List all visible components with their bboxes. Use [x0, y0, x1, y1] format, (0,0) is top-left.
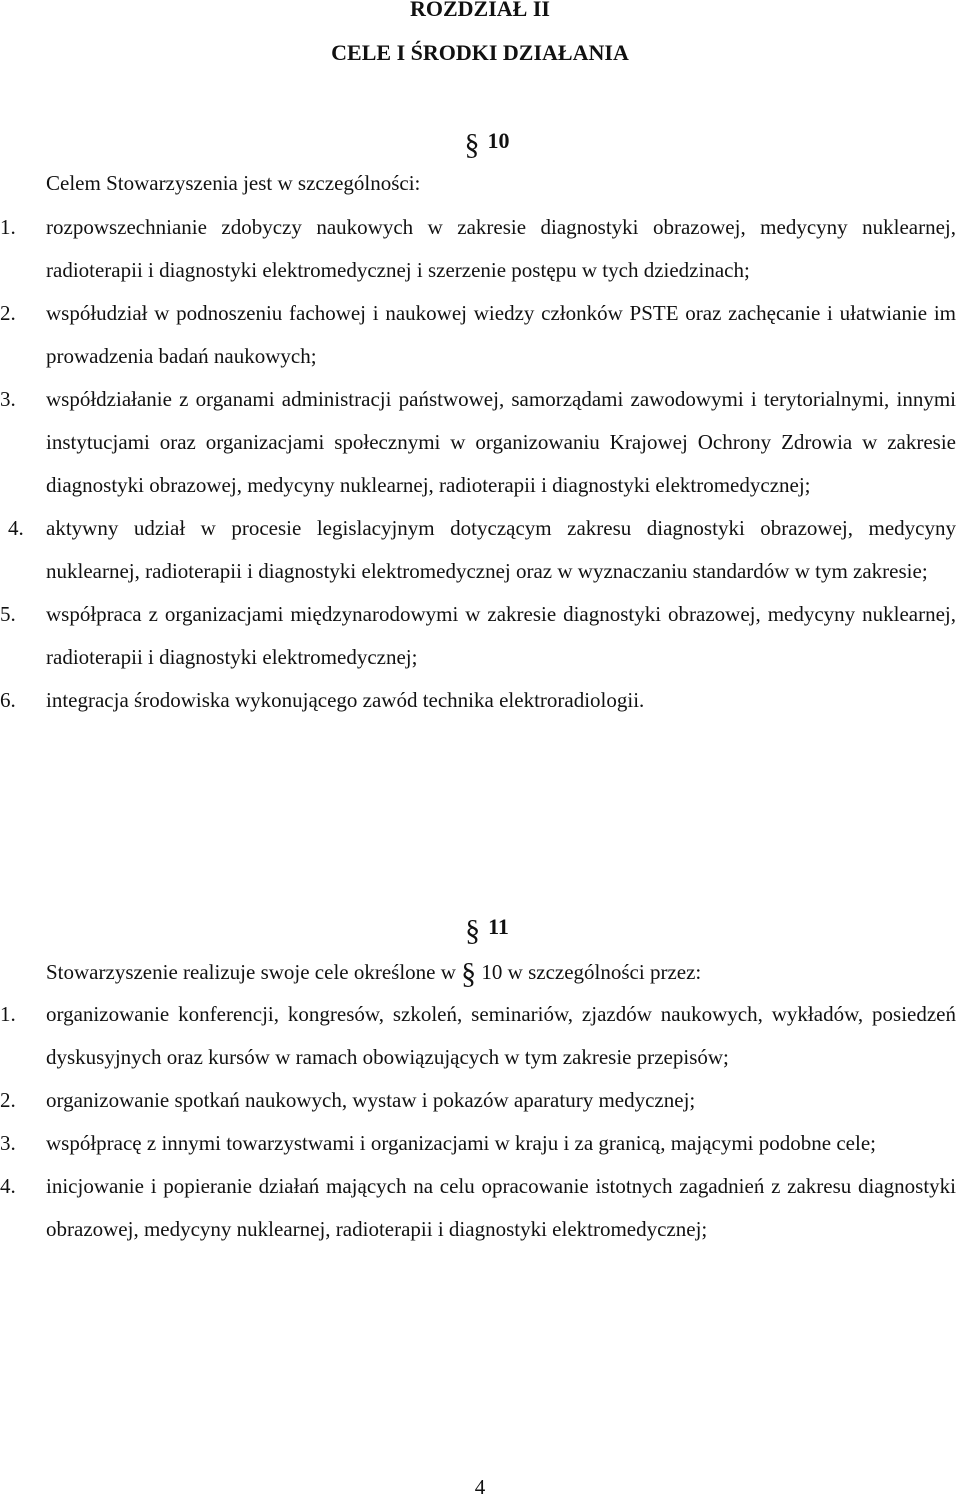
item-text: aktywny udział w procesie legislacyjnym dotyczącym zakresu diagnostyki obrazowej, medycyny nuklearnej, radioterapii i diagnostyki elektromedycznej oraz w wyznaczaniu standardów w tym zakresie;: [46, 516, 956, 583]
item-number: 3.: [0, 387, 16, 411]
list-item: [0, 507, 960, 593]
item-text: integracja środowiska wykonującego zawód technika elektroradiologii.: [46, 688, 645, 712]
intro-section-sign: §: [461, 957, 477, 990]
item-text: rozpowszechnianie zdobyczy naukowych w zakresie diagnostyki obrazowej, medycyny nuklearnej, radioterapii i diagnostyki elektromedycznej i szerzenie postępu w tych dziedzinach;: [46, 215, 956, 282]
section-number: 10: [487, 128, 510, 153]
section-intro-11: [46, 955, 702, 990]
item-text: organizowanie spotkań naukowych, wystaw i pokazów aparatury medycznej;: [46, 1088, 696, 1112]
means-list: [0, 993, 960, 1251]
item-number: 1.: [0, 215, 16, 239]
chapter-title: CELE I ŚRODKI DZIAŁANIA: [331, 40, 629, 65]
section-heading-11: [0, 910, 960, 947]
item-number: 4.: [8, 516, 24, 540]
item-number: 2.: [0, 1088, 16, 1112]
list-item: [0, 593, 960, 679]
item-number: 1.: [0, 1002, 16, 1026]
item-number: 6.: [0, 688, 16, 712]
section-sign: §: [464, 128, 480, 161]
intro-text-after: 10 w szczególności przez:: [476, 960, 702, 984]
list-item: [0, 378, 960, 507]
list-item: [0, 679, 960, 722]
list-item: [0, 993, 960, 1079]
page-number: 4: [474, 1475, 486, 1499]
section-number: 11: [488, 914, 509, 939]
goals-list: [0, 206, 960, 722]
list-item: [0, 206, 960, 292]
section-intro-10: Celem Stowarzyszenia jest w szczególności:: [46, 171, 421, 195]
item-text: współpracę z innymi towarzystwami i organizacjami w kraju i za granicą, mającymi podobne cele;: [46, 1131, 876, 1155]
section-heading-10: [0, 124, 960, 161]
item-text: współpraca z organizacjami międzynarodowymi w zakresie diagnostyki obrazowej, medycyny nuklearnej, radioterapii i diagnostyki elektromedycznej;: [46, 602, 956, 669]
list-item: [0, 1122, 960, 1165]
item-number: 3.: [0, 1131, 16, 1155]
item-number: 2.: [0, 301, 16, 325]
item-text: współdziałanie z organami administracji państwowej, samorządami zawodowymi i terytorialnymi, innymi instytucjami oraz organizacjami społecznymi w organizowaniu Krajowej Ochrony Zdrowia w zakresie diagnostyki obrazowej, medycyny nuklearnej, radioterapii i diagnostyki elektromedycznej;: [46, 387, 956, 497]
intro-text-before: Stowarzyszenie realizuje swoje cele określone w: [46, 960, 462, 984]
list-item: [0, 1165, 960, 1251]
chapter-number: ROZDZIAŁ II: [410, 0, 550, 21]
item-number: 5.: [0, 602, 16, 626]
item-text: współudział w podnoszeniu fachowej i naukowej wiedzy członków PSTE oraz zachęcanie i ułatwianie im prowadzenia badań naukowych;: [46, 301, 956, 368]
item-text: organizowanie konferencji, kongresów, szkoleń, seminariów, zjazdów naukowych, wykładów, posiedzeń dyskusyjnych oraz kursów w ramach obowiązujących w tym zakresie przepisów;: [46, 1002, 956, 1069]
section-sign: §: [465, 914, 481, 947]
item-text: inicjowanie i popieranie działań mających na celu opracowanie istotnych zagadnień z zakresu diagnostyki obrazowej, medycyny nuklearnej, radioterapii i diagnostyki elektromedycznej;: [46, 1174, 956, 1241]
list-item: [0, 1079, 960, 1122]
list-item: [0, 292, 960, 378]
item-number: 4.: [0, 1174, 16, 1198]
